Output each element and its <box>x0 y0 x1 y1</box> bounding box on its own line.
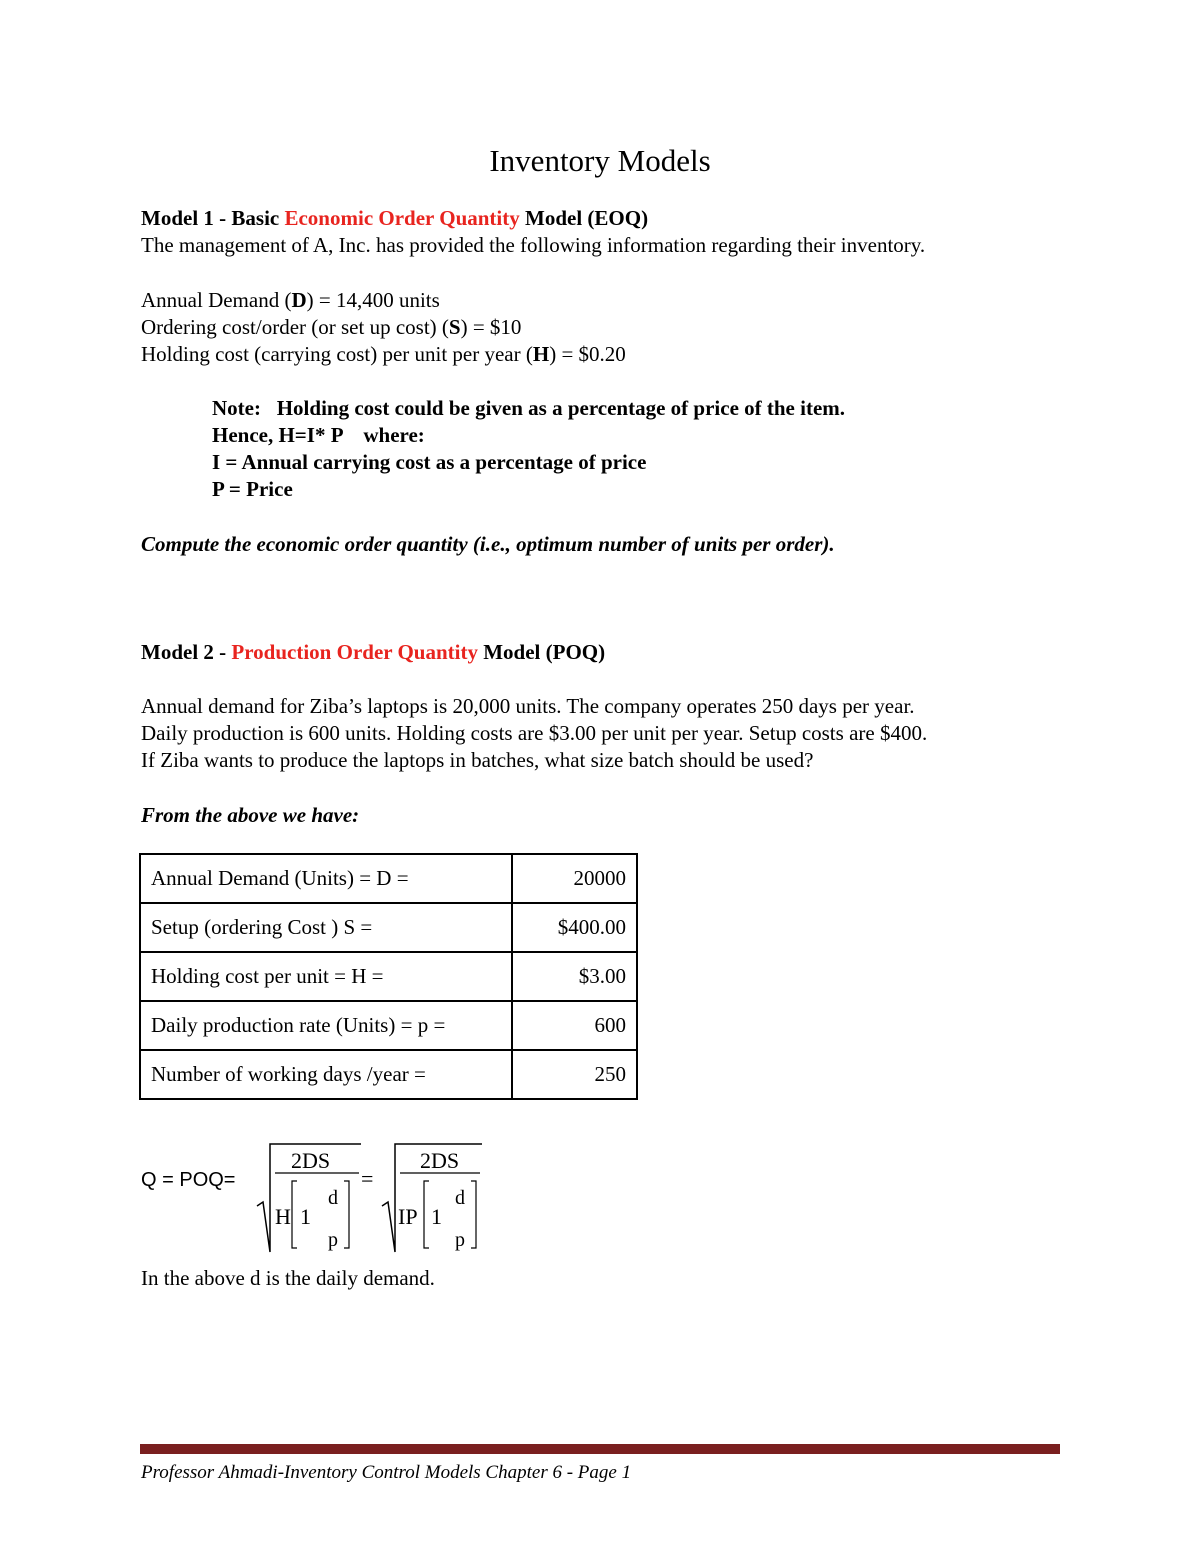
model2-heading-prefix: Model 2 - <box>141 640 232 664</box>
poq-formula <box>139 1138 499 1263</box>
numerator-1: 2DS <box>291 1148 331 1173</box>
model1-heading-highlight: Economic Order Quantity <box>284 206 520 230</box>
table-row <box>140 854 637 903</box>
model1-heading-prefix: Model 1 - Basic <box>141 206 285 230</box>
ordering-cost-line <box>141 314 521 341</box>
param-label: Number of working days /year = <box>140 1050 512 1099</box>
table-row <box>140 903 637 952</box>
from-above-label: From the above we have: <box>141 803 360 827</box>
denom-d-1: d <box>328 1187 338 1209</box>
ordering-cost-value: ) = $10 <box>460 315 522 339</box>
param-value: 250 <box>512 1050 637 1099</box>
param-value: 20000 <box>512 854 637 903</box>
note-line-2: Hence, H=I* P where: <box>212 423 425 447</box>
closing-note: In the above d is the daily demand. <box>141 1266 435 1290</box>
holding-cost-text: Holding cost (carrying cost) per unit per year ( <box>141 342 533 366</box>
page-title: Inventory Models <box>489 143 711 178</box>
bracket-left-1 <box>292 1181 297 1248</box>
model1-heading-suffix: Model (EOQ) <box>519 206 649 230</box>
denom-ip: IP <box>398 1204 418 1229</box>
param-label: Daily production rate (Units) = p = <box>140 1001 512 1050</box>
formula-lhs: Q = POQ= <box>141 1169 236 1191</box>
holding-cost-line <box>141 341 626 368</box>
ordering-cost-text: Ordering cost/order (or set up cost) ( <box>141 315 449 339</box>
numerator-2: 2DS <box>420 1148 460 1173</box>
denom-one-2: 1 <box>431 1204 442 1229</box>
bracket-right-1 <box>344 1181 349 1248</box>
param-value: 600 <box>512 1001 637 1050</box>
footer-rule <box>140 1444 1060 1454</box>
note-line-3: I = Annual carrying cost as a percentage of price <box>212 450 647 474</box>
problem-line-3: If Ziba wants to produce the laptops in batches, what size batch should be used? <box>141 748 814 772</box>
annual-demand-value: ) = 14,400 units <box>306 288 440 312</box>
annual-demand-var: D <box>291 288 307 312</box>
annual-demand-line <box>141 287 440 314</box>
page-footer: Professor Ahmadi-Inventory Control Models Chapter 6 - Page 1 <box>141 1462 632 1483</box>
denom-d-2: d <box>455 1187 465 1209</box>
holding-cost-value: ) = $0.20 <box>549 342 626 366</box>
model1-intro: The management of A, Inc. has provided the following information regarding their inventory. <box>141 233 926 257</box>
ordering-cost-var: S <box>448 315 461 339</box>
parameters-table <box>139 853 638 1100</box>
denom-p-1: p <box>328 1229 338 1251</box>
table-row <box>140 1001 637 1050</box>
formula-equals: = <box>361 1166 374 1191</box>
denom-p-2: p <box>455 1229 465 1251</box>
holding-cost-var: H <box>532 342 550 366</box>
param-label: Annual Demand (Units) = D = <box>140 854 512 903</box>
bracket-right-2 <box>471 1181 476 1248</box>
param-label: Holding cost per unit = H = <box>140 952 512 1001</box>
table-row <box>140 1050 637 1099</box>
model1-question: Compute the economic order quantity (i.e., optimum number of units per order). <box>141 532 835 556</box>
problem-line-2: Daily production is 600 units. Holding costs are $3.00 per unit per year. Setup costs are $400. <box>141 721 928 745</box>
model1-heading <box>141 205 648 232</box>
param-value: $400.00 <box>512 903 637 952</box>
model2-heading-highlight: Production Order Quantity <box>231 640 478 664</box>
table-row <box>140 952 637 1001</box>
param-value: $3.00 <box>512 952 637 1001</box>
note-line-4: P = Price <box>212 477 293 501</box>
denom-h: H <box>275 1204 291 1229</box>
problem-line-1: Annual demand for Ziba’s laptops is 20,000 units. The company operates 250 days per year. <box>141 694 915 718</box>
bracket-left-2 <box>424 1181 429 1248</box>
annual-demand-text: Annual Demand ( <box>141 288 292 312</box>
model2-heading-suffix: Model (POQ) <box>477 640 606 664</box>
param-label: Setup (ordering Cost ) S = <box>140 903 512 952</box>
note-line-1: Note: Holding cost could be given as a percentage of price of the item. <box>212 396 846 420</box>
denom-one-1: 1 <box>300 1204 311 1229</box>
model2-heading <box>141 639 605 666</box>
